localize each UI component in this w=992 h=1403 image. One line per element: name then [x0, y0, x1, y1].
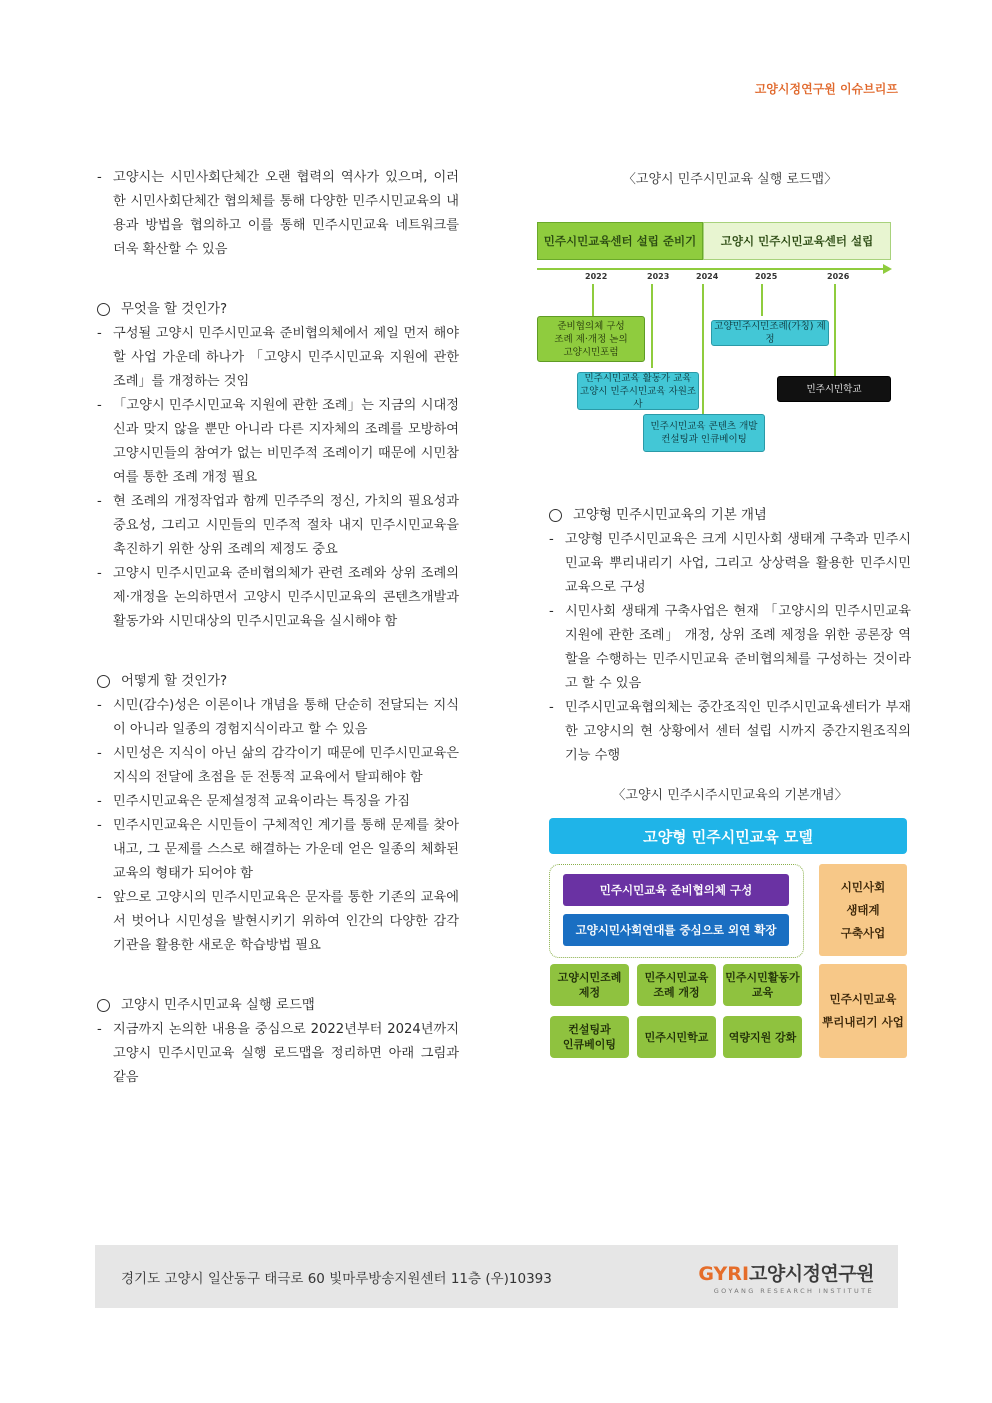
bullet-item: - 구성될 고양시 민주시민교육 준비협의체에서 제일 먼저 해야 할 사업 가운데 하나가 「고양시 민주시민교육 지원에 관한 조례」를 개정하는 것임 [97, 326, 459, 389]
bullet-item: - 앞으로 고양시의 민주시민교육은 문자를 통한 기존의 교육에서 벗어나 시민성을 발현시키기 위하여 인간의 다양한 감각기관을 활용한 새로운 학습방법 필요 [97, 890, 459, 953]
year-label: 2024 [696, 272, 719, 281]
roadmap-caption: 〈고양시 민주시민교육 실행 로드맵〉 [622, 172, 838, 187]
year-label: 2026 [827, 272, 850, 281]
year-label: 2025 [755, 272, 778, 281]
model-box-green: 고양시민조례 제정 [550, 964, 629, 1006]
model-box-green: 민주시민교육 조례 개정 [637, 964, 716, 1006]
roadmap-box-2022: 준비협의체 구성 조례 제·개정 논의 고양시민포럼 [537, 316, 645, 362]
bullet-item: - 민주시민교육은 문제설정적 교육이라는 특징을 가짐 [97, 794, 411, 809]
connector-line [592, 284, 594, 316]
timeline-arrow-icon [883, 264, 892, 274]
model-box-council: 민주시민교육 준비협의체 구성 [563, 874, 789, 906]
model-box-green: 민주시민학교 [637, 1016, 716, 1058]
circle-bullet-icon [549, 509, 562, 522]
roadmap-box-2026: 민주시민학교 [777, 376, 891, 402]
bullet-item: - 현 조례의 개정작업과 함께 민주주의 정신, 가치의 필요성과 중요성, 그리고 시민들의 민주적 절차 내지 민주시민교육을 촉진하기 위한 상위 조례의 제정도 중요 [97, 494, 459, 557]
connector-line [651, 284, 653, 368]
roadmap-box-2024: 민주시민교육 콘텐츠 개발 컨설팅과 인큐베이팅 [643, 414, 765, 452]
institute-logo: GYRI고양시정연구원 GOYANG RESEARCH INSTITUTE [698, 1263, 874, 1295]
bullet-item: - 고양시는 시민사회단체간 오랜 협력의 역사가 있으며, 이러한 시민사회단체간 협의체를 통해 다양한 민주시민교육의 내용과 방법을 협의하고 이를 통해 민주시민교육 네트워크를 더욱 확산할 수 있음 [97, 170, 459, 257]
circle-bullet-icon [97, 675, 110, 688]
section-heading: 어떻게 할 것인가? [97, 670, 459, 694]
bullet-item: - 「고양시 민주시민교육 지원에 관한 조례」는 지금의 시대정신과 맞지 않을 뿐만 아니라 다른 지자체의 조례를 모방하여 고양시민들의 참여가 없는 비민주적 조례이기 때문에 시민참여를 통한 조례 개정 필요 [97, 398, 459, 485]
model-diagram [549, 818, 907, 1060]
bullet-item: - 고양형 민주시민교육은 크게 시민사회 생태계 구축과 민주시민교육 뿌리내리기 사업, 그리고 상상력을 활용한 민주시민교육으로 구성 [549, 532, 911, 595]
section-heading: 무엇을 할 것인가? [97, 298, 459, 322]
section-heading: 고양형 민주시민교육의 기본 개념 [549, 504, 911, 528]
bullet-item: - 지금까지 논의한 내용을 중심으로 2022년부터 2024년까지 고양시 민주시민교육 실행 로드맵을 정리하면 아래 그림과 같음 [97, 1022, 459, 1085]
model-box-rooting: 민주시민교육 뿌리내리기 사업 [819, 964, 907, 1058]
bullet-item: - 시민(감수)성은 이론이나 개념을 통해 단순히 전달되는 지식이 아니라 일종의 경험지식이라고 할 수 있음 [97, 698, 459, 737]
model-box-green: 컨설팅과 인큐베이팅 [550, 1016, 629, 1058]
right-column [549, 494, 911, 768]
roadmap-box-2023: 민주시민교육 활동가 교육 고양시 민주시민교육 자원조사 [577, 372, 699, 410]
header-title: 고양시정연구원 이슈브리프 [754, 82, 898, 96]
bullet-item: - 시민사회 생태계 구축사업은 현재 「고양시의 민주시민교육 지원에 관한 조례」 개정, 상위 조례 제정을 위한 공론장 역할을 수행하는 민주시민교육 준비협의체를 구성하는 것이라고 할 수 있음 [549, 604, 911, 691]
connector-line [761, 284, 763, 316]
footer [95, 1245, 898, 1308]
circle-bullet-icon [97, 999, 110, 1012]
bullet-item: - 민주시민교육은 시민들이 구체적인 계기를 통해 문제를 찾아내고, 그 문제를 스스로 해결하는 가운데 얻은 일종의 체화된 교육의 형태가 되어야 함 [97, 818, 459, 881]
phase-2-bar: 고양시 민주시민교육센터 설립 [703, 222, 891, 260]
model-box-green: 민주시민활동가 교육 [723, 964, 802, 1006]
model-box-expansion: 고양시민사회연대를 중심으로 외연 확장 [563, 914, 789, 946]
connector-line [834, 284, 836, 376]
circle-bullet-icon [97, 303, 110, 316]
model-caption: 〈고양시 민주시주시민교육의 기본개념〉 [612, 788, 848, 803]
footer-address: 경기도 고양시 일산동구 태극로 60 빛마루방송지원센터 11층 (우)10393 [121, 1271, 552, 1287]
connector-line [702, 284, 704, 414]
bullet-item: - 고양시 민주시민교육 준비협의체가 관련 조례와 상위 조례의 제·개정을 논의하면서 고양시 민주시민교육의 콘텐츠개발과 활동가와 시민대상의 민주시민교육을 실시해야 함 [97, 566, 459, 629]
model-title: 고양형 민주시민교육 모델 [549, 818, 907, 854]
model-box-ecosystem: 시민사회 생태계 구축사업 [819, 864, 907, 956]
bullet-item: - 민주시민교육협의체는 중간조직인 민주시민교육센터가 부재한 고양시의 현 상황에서 센터 설립 시까지 중간지원조직의 기능 수행 [549, 700, 911, 763]
model-box-green: 역량지원 강화 [723, 1016, 802, 1058]
year-label: 2022 [585, 272, 608, 281]
bullet-item: - 시민성은 지식이 아닌 삶의 감각이기 때문에 민주시민교육은 지식의 전달에 초점을 둔 전통적 교육에서 탈피해야 함 [97, 746, 459, 785]
section-heading: 고양시 민주시민교육 실행 로드맵 [97, 994, 459, 1018]
roadmap-box-2025: 고양민주시민조례(가칭) 제정 [711, 320, 829, 346]
timeline-axis [537, 268, 887, 270]
roadmap-diagram [537, 222, 893, 452]
year-label: 2023 [647, 272, 670, 281]
phase-1-bar: 민주시민교육센터 설립 준비기 [537, 222, 703, 260]
left-column [97, 166, 459, 1090]
